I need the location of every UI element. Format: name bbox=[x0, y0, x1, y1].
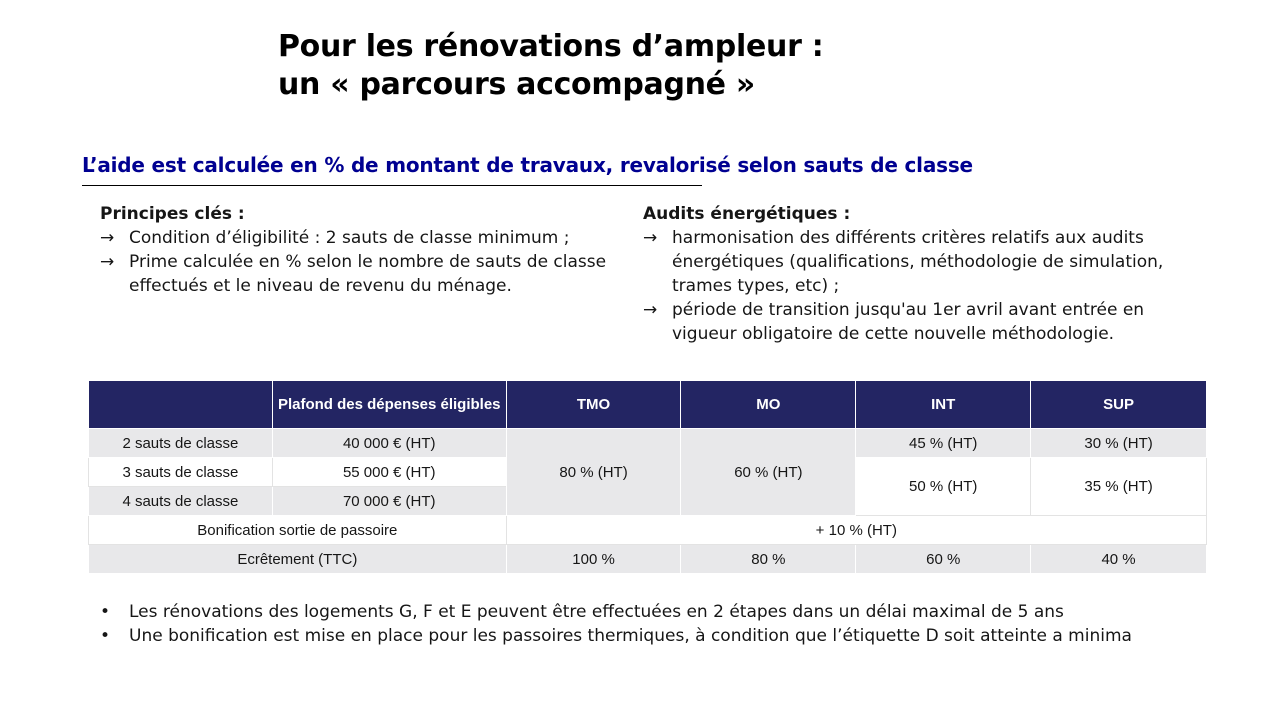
list-item-text: harmonisation des différents critères relatifs aux audits énergétiques (qualifications, méthodologie de simulation, trames types, etc) ; bbox=[672, 228, 1164, 296]
list-item-text: période de transition jusqu'au 1er avril avant entrée en vigueur obligatoire de cette nouvelle méthodologie. bbox=[672, 300, 1145, 344]
footer-bullets bbox=[100, 600, 1210, 648]
bonification-value: + 10 % (HT) bbox=[506, 516, 1206, 545]
arrow-right-icon: → bbox=[100, 252, 115, 272]
row-label: 2 sauts de classe bbox=[89, 429, 273, 458]
list-item bbox=[100, 226, 620, 250]
audits-block bbox=[643, 202, 1213, 346]
list-item-text: Condition d’éligibilité : 2 sauts de classe minimum ; bbox=[129, 228, 570, 248]
ecretement-int: 60 % bbox=[856, 545, 1031, 574]
ecretement-label: Ecrêtement (TTC) bbox=[89, 545, 507, 574]
bonification-label: Bonification sortie de passoire bbox=[89, 516, 507, 545]
list-item bbox=[643, 298, 1213, 346]
list-item bbox=[100, 250, 620, 298]
section-subtitle: L’aide est calculée en % de montant de travaux, revalorisé selon sauts de classe bbox=[82, 153, 973, 177]
header-mo: MO bbox=[681, 381, 856, 429]
plafond-cell: 55 000 € (HT) bbox=[272, 458, 506, 487]
int-rate-cell: 45 % (HT) bbox=[856, 429, 1031, 458]
list-item-text: Une bonification est mise en place pour les passoires thermiques, à condition que l’étiquette D soit atteinte a minima bbox=[129, 626, 1132, 646]
principes-block bbox=[100, 202, 620, 298]
header-plafond: Plafond des dépenses éligibles bbox=[272, 381, 506, 429]
header-int: INT bbox=[856, 381, 1031, 429]
slide-title bbox=[278, 28, 823, 104]
header-empty bbox=[89, 381, 273, 429]
table-row bbox=[89, 516, 1207, 545]
table-row bbox=[89, 429, 1207, 458]
subtitle-underline bbox=[82, 185, 702, 186]
arrow-right-icon: → bbox=[643, 300, 658, 320]
sup-rate-cell: 30 % (HT) bbox=[1031, 429, 1207, 458]
bullet-icon: • bbox=[100, 602, 111, 622]
table-header-row bbox=[89, 381, 1207, 429]
bullet-icon: • bbox=[100, 626, 111, 646]
sup-rate-cell: 35 % (HT) bbox=[1031, 458, 1207, 516]
header-sup: SUP bbox=[1031, 381, 1207, 429]
principes-heading: Principes clés : bbox=[100, 204, 245, 224]
audits-heading: Audits énergétiques : bbox=[643, 204, 851, 224]
tmo-rate-cell: 80 % (HT) bbox=[506, 429, 681, 516]
arrow-right-icon: → bbox=[100, 228, 115, 248]
mo-rate-cell: 60 % (HT) bbox=[681, 429, 856, 516]
list-item-text: Prime calculée en % selon le nombre de sauts de classe effectués et le niveau de revenu du ménage. bbox=[129, 252, 607, 296]
slide-title-line-2: un « parcours accompagné » bbox=[278, 67, 755, 102]
table-row bbox=[89, 545, 1207, 574]
principes-list bbox=[100, 226, 620, 298]
header-tmo: TMO bbox=[506, 381, 681, 429]
list-item bbox=[643, 226, 1213, 298]
slide-title-line-1: Pour les rénovations d’ampleur : bbox=[278, 29, 824, 64]
row-label: 3 sauts de classe bbox=[89, 458, 273, 487]
list-item bbox=[100, 624, 1210, 648]
int-rate-cell: 50 % (HT) bbox=[856, 458, 1031, 516]
ecretement-mo: 80 % bbox=[681, 545, 856, 574]
list-item-text: Les rénovations des logements G, F et E peuvent être effectuées en 2 étapes dans un délai maximal de 5 ans bbox=[129, 602, 1064, 622]
row-label: 4 sauts de classe bbox=[89, 487, 273, 516]
ecretement-sup: 40 % bbox=[1031, 545, 1207, 574]
list-item bbox=[100, 600, 1210, 624]
arrow-right-icon: → bbox=[643, 228, 658, 248]
audits-list bbox=[643, 226, 1213, 346]
plafond-cell: 70 000 € (HT) bbox=[272, 487, 506, 516]
aid-table bbox=[88, 380, 1207, 574]
ecretement-tmo: 100 % bbox=[506, 545, 681, 574]
plafond-cell: 40 000 € (HT) bbox=[272, 429, 506, 458]
